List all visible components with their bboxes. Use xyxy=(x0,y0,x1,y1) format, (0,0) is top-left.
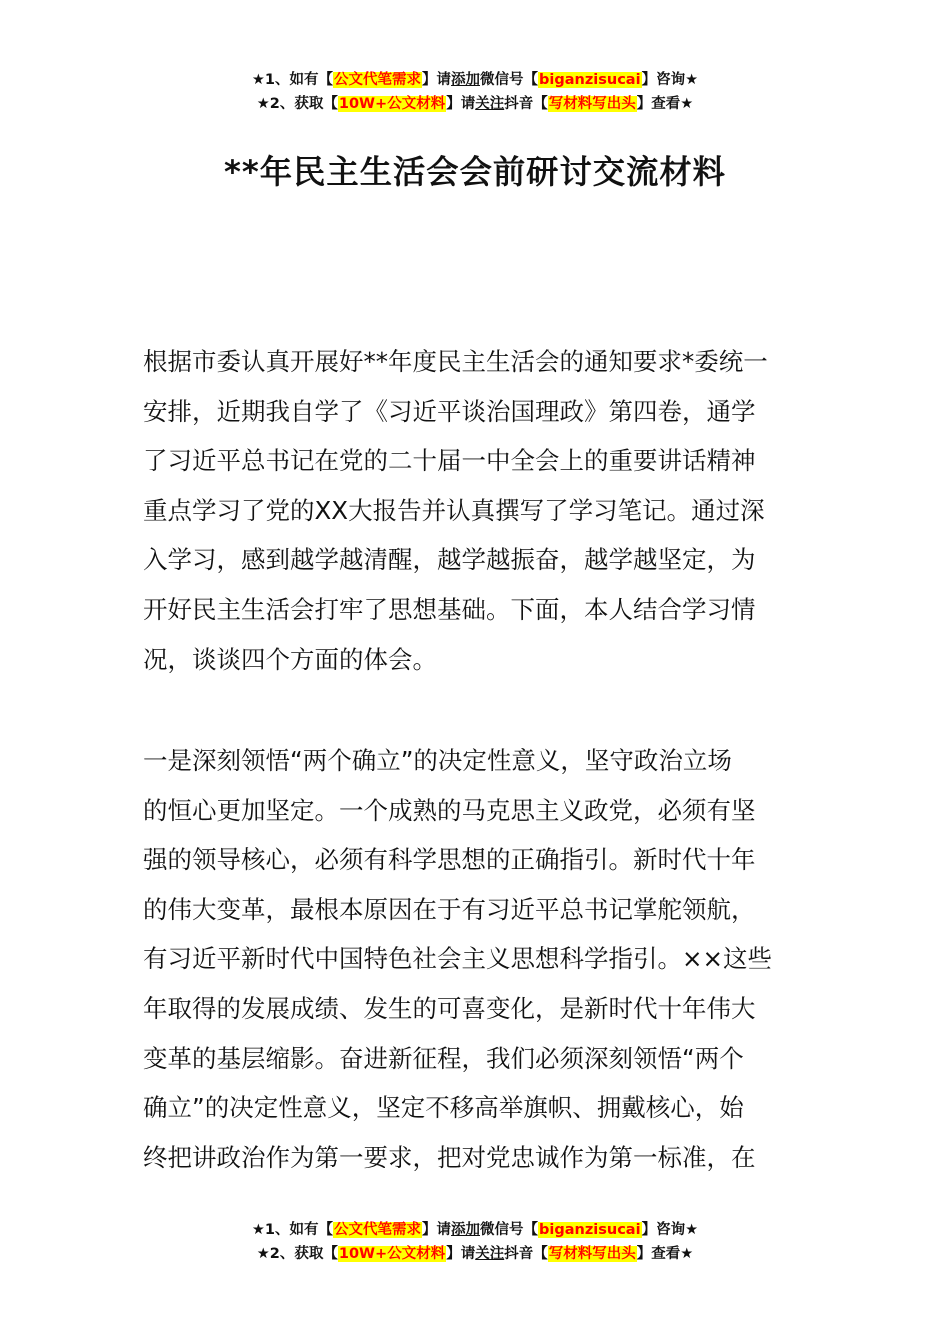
paragraph-line: 有习近平新时代中国特色社会主义思想科学指引。××这些 xyxy=(143,944,773,974)
paragraph-line: 确立”的决定性意义，坚定不移高举旗帜、拥戴核心，始 xyxy=(143,1093,744,1123)
paragraph-line: 开好民主生活会打牢了思想基础。下面，本人结合学习情 xyxy=(143,594,756,624)
paragraph-line: 重点学习了党的XX大报告并认真撰写了学习笔记。通过深 xyxy=(143,495,765,525)
paragraph-line: 根据市委认真开展好**年度民主生活会的通知要求*委统一 xyxy=(143,347,768,376)
paragraph-line: 安排，近期我自学了《习近平谈治国理政》第四卷，通学 xyxy=(143,396,756,426)
document-title: **年民主生活会会前研讨交流材料 xyxy=(224,153,726,191)
paragraph-line: 入学习，感到越学越清醒，越学越振奋，越学越坚定，为 xyxy=(143,545,756,575)
service-highlight: 公文代笔需求 xyxy=(334,72,422,88)
materials-highlight: 10W+公文材料 xyxy=(338,96,446,112)
materials-highlight: 10W+公文材料 xyxy=(338,1246,446,1262)
wechat-id-highlight: biganzisucai xyxy=(539,1222,641,1238)
header-banner xyxy=(0,68,950,116)
wechat-id-highlight: biganzisucai xyxy=(539,72,641,88)
banner-line-1-prefix: ★1、如有【 xyxy=(251,1222,334,1238)
follow-underlined: 关注 xyxy=(475,1246,505,1262)
banner-line-1-mid2: 微信号【 xyxy=(480,72,539,88)
follow-underlined: 关注 xyxy=(475,96,505,112)
banner-line-2 xyxy=(0,1242,950,1266)
douyin-id-highlight: 写材料写出头 xyxy=(548,1246,636,1262)
paragraph-line: 一是深刻领悟“两个确立”的决定性意义，坚守政治立场 xyxy=(143,746,732,775)
paragraph-line: 的伟大变革，最根本原因在于有习近平总书记掌舵领航， xyxy=(143,894,756,924)
banner-line-2-mid: 】请 xyxy=(446,1246,476,1262)
paragraph-point-one xyxy=(143,736,808,1182)
add-underlined: 添加 xyxy=(451,72,481,88)
paragraph-intro xyxy=(143,337,808,684)
paragraph-line: 的恒心更加坚定。一个成熟的马克思主义政党，必须有坚 xyxy=(143,795,756,825)
paragraph-line: 变革的基层缩影。奋进新征程，我们必须深刻领悟“两个 xyxy=(143,1043,744,1073)
paragraph-line: 了习近平总书记在党的二十届一中全会上的重要讲话精神 xyxy=(143,446,756,476)
banner-line-2-mid2: 抖音【 xyxy=(504,96,548,112)
paragraph-line: 终把讲政治作为第一要求，把对党忠诚作为第一标准，在 xyxy=(143,1142,756,1172)
paragraph-line: 况，谈谈四个方面的体会。 xyxy=(143,644,437,674)
banner-line-1 xyxy=(0,68,950,92)
douyin-id-highlight: 写材料写出头 xyxy=(548,96,636,112)
banner-line-1 xyxy=(0,1218,950,1242)
banner-line-2-suffix: 】查看★ xyxy=(636,1246,694,1262)
banner-line-2-prefix: ★2、获取【 xyxy=(256,96,338,112)
banner-line-2-prefix: ★2、获取【 xyxy=(256,1246,338,1262)
banner-line-1-mid: 】请 xyxy=(422,1222,452,1238)
banner-line-1-suffix: 】咨询★ xyxy=(641,1222,699,1238)
footer-banner xyxy=(0,1218,950,1266)
service-highlight: 公文代笔需求 xyxy=(334,1222,422,1238)
banner-line-1-suffix: 】咨询★ xyxy=(641,72,699,88)
banner-line-2 xyxy=(0,92,950,116)
banner-line-2-mid: 】请 xyxy=(446,96,476,112)
banner-line-1-mid: 】请 xyxy=(422,72,452,88)
paragraph-line: 年取得的发展成绩、发生的可喜变化，是新时代十年伟大 xyxy=(143,993,756,1023)
paragraph-line: 强的领导核心，必须有科学思想的正确指引。新时代十年 xyxy=(143,845,756,875)
banner-line-1-mid2: 微信号【 xyxy=(480,1222,539,1238)
banner-line-2-mid2: 抖音【 xyxy=(504,1246,548,1262)
banner-line-1-prefix: ★1、如有【 xyxy=(251,72,334,88)
add-underlined: 添加 xyxy=(451,1222,481,1238)
banner-line-2-suffix: 】查看★ xyxy=(636,96,694,112)
